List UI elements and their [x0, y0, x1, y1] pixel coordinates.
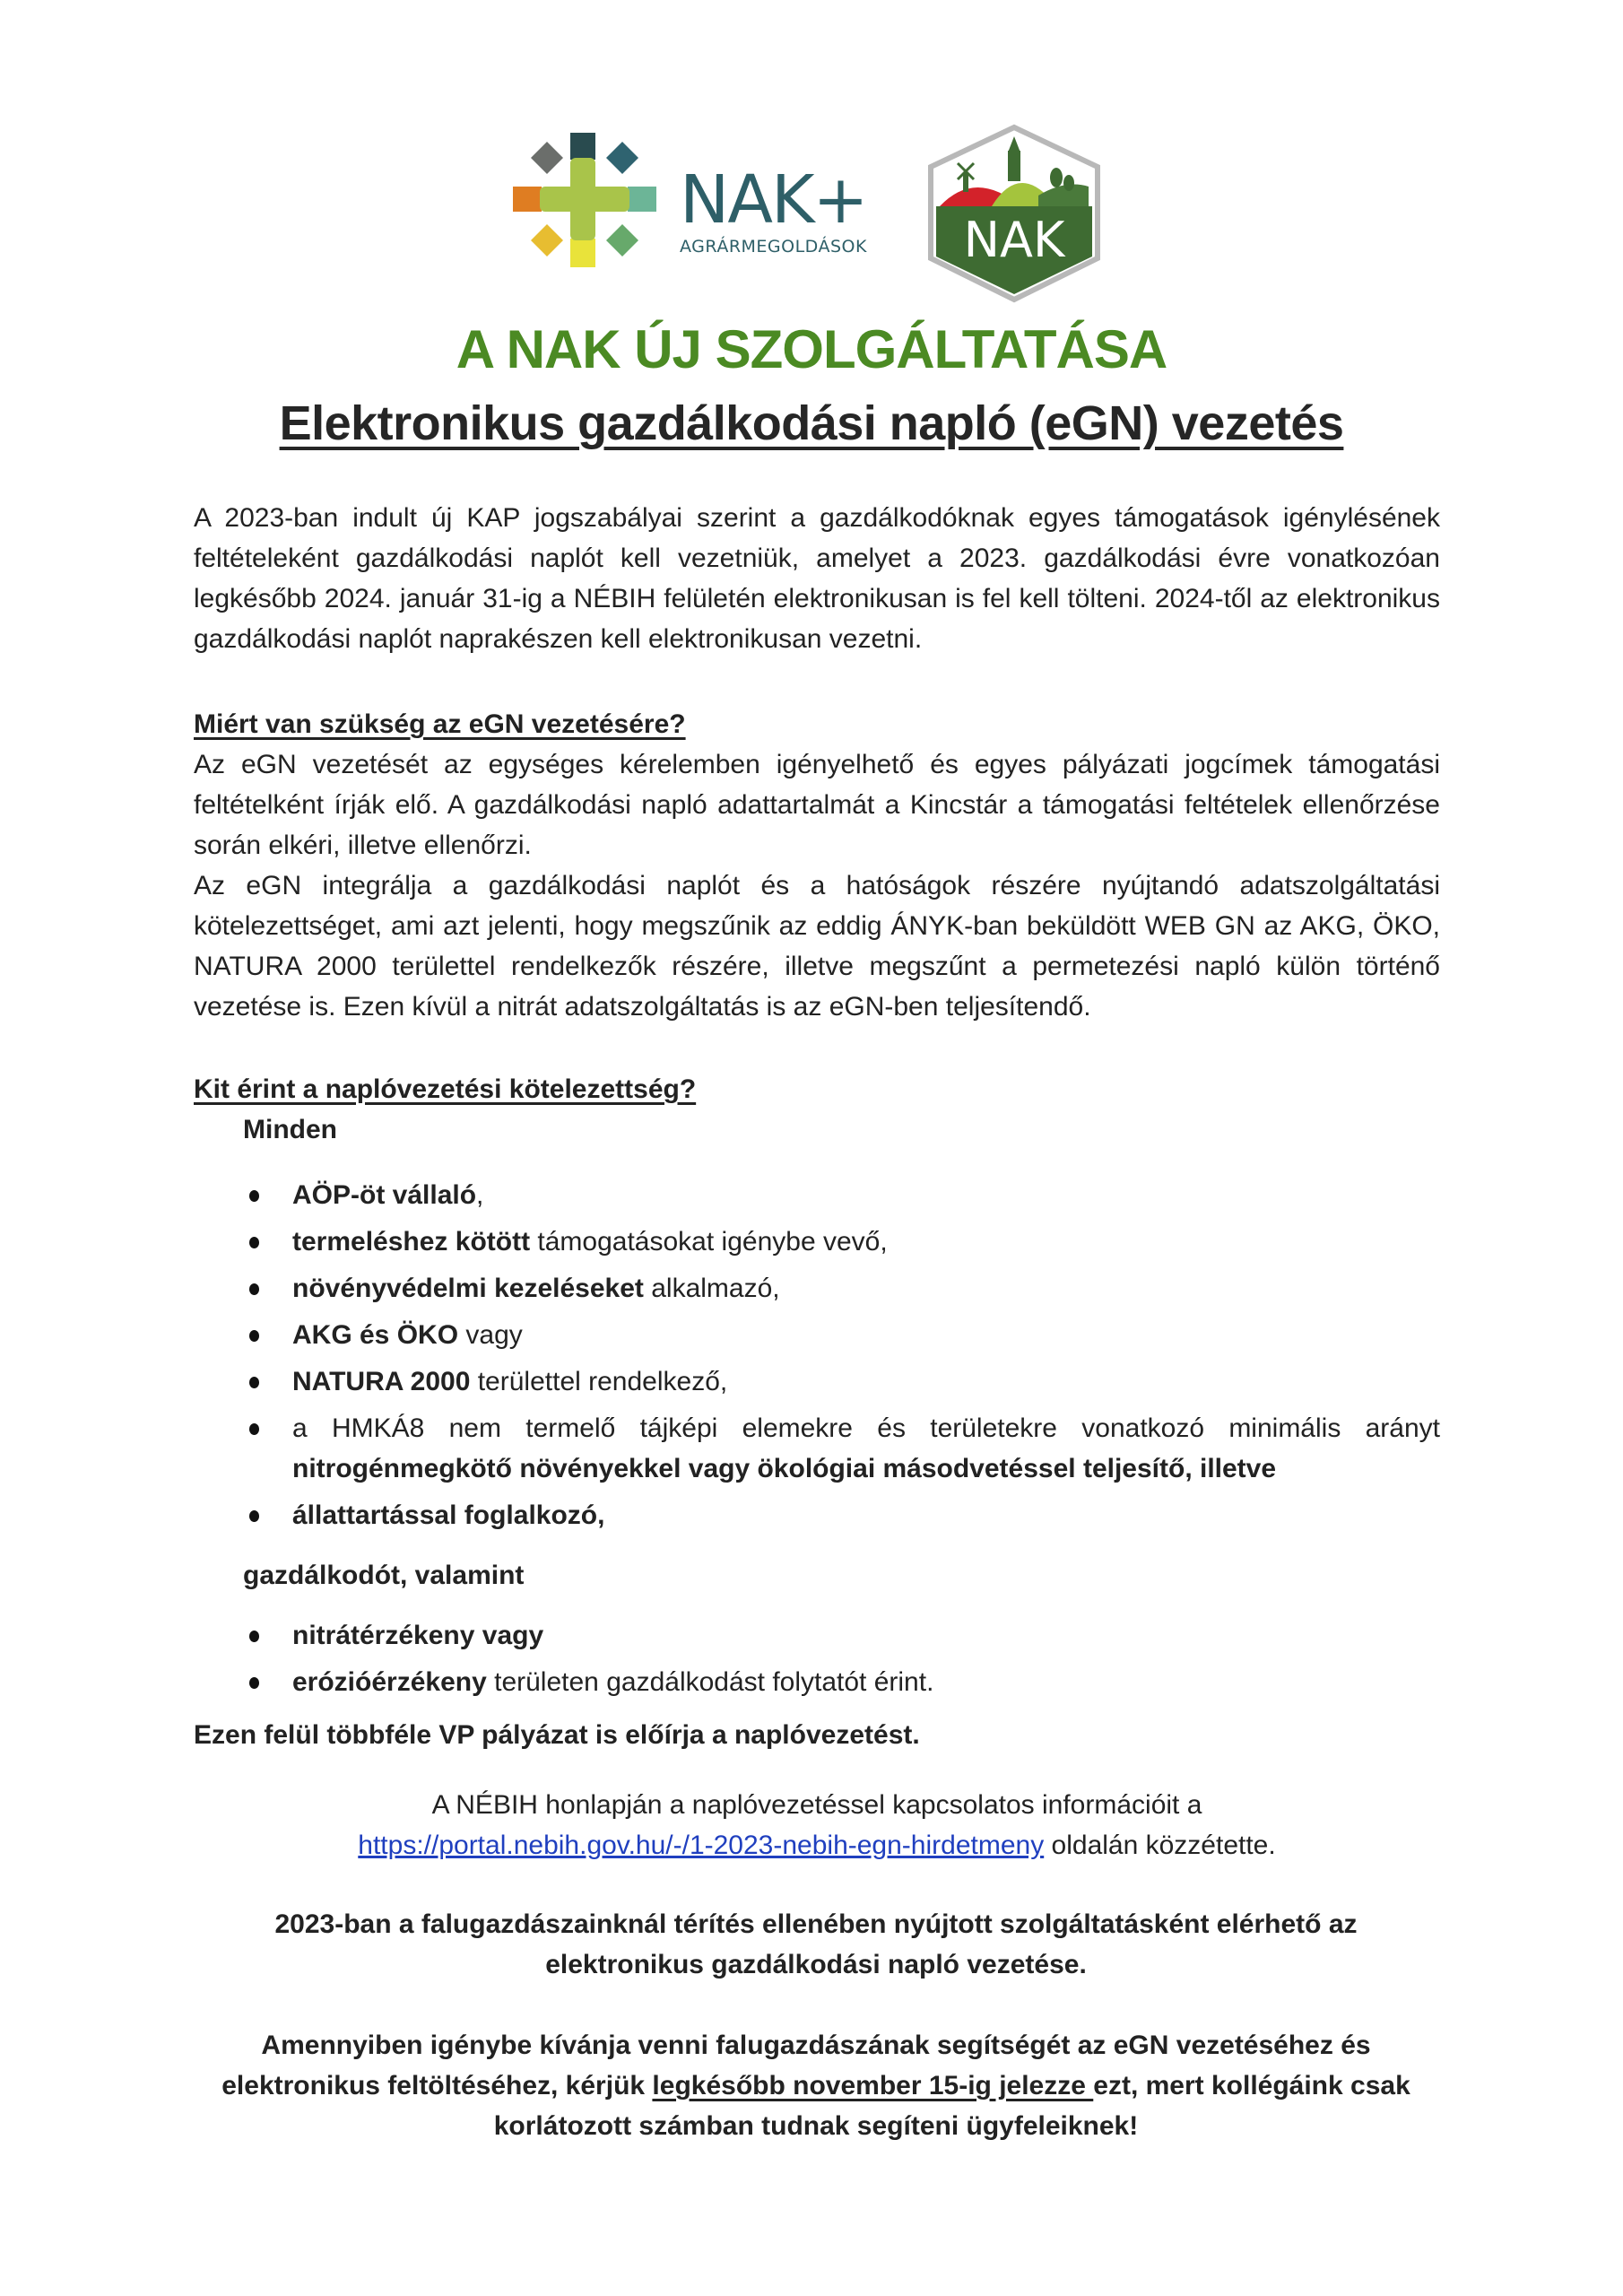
- list-item: növényvédelmi kezeléseket alkalmazó,: [194, 1268, 1440, 1309]
- cta-paragraph: Amennyiben igénybe kívánja venni falugazdászának segítségét az eGN vezetéséhez és elektronikus feltöltéséhez, kérjük legkésőbb november 15-ig jelezze ezt, mert kollégáink csak korlátozott számban tudnak segíteni ügyfeleiknek!: [221, 2031, 1410, 2141]
- nak-plus-subtitle: AGRÁRMEGOLDÁSOK: [680, 237, 867, 257]
- who-lead: Minden: [243, 1115, 337, 1144]
- who-middle: gazdálkodót, valamint: [243, 1561, 525, 1590]
- list-item: AKG és ÖKO vagy: [194, 1315, 1440, 1355]
- cta-section: [206, 2025, 1426, 2146]
- nebih-link-line: https://portal.nebih.gov.hu/-/1-2023-nebih-egn-hirdetmeny oldalán közzétette.: [358, 1831, 1276, 1860]
- list-item: a HMKÁ8 nem termelő tájképi elemekre és területekre vonatkozó minimális arányt nitrogénmegkötő növényekkel vagy ökológiai másodvetéssel teljesítő, illetve: [194, 1408, 1440, 1489]
- nebih-section: [194, 1785, 1440, 1866]
- nebih-line: A NÉBIH honlapján a naplóvezetéssel kapcsolatos információit a: [431, 1790, 1202, 1820]
- who-bullet-list: [194, 1175, 1440, 1535]
- why-section: [194, 704, 1440, 1027]
- nebih-link[interactable]: https://portal.nebih.gov.hu/-/1-2023-nebih-egn-hirdetmeny: [358, 1831, 1045, 1860]
- nak-plus-wordmark: NAK+: [680, 161, 867, 239]
- service-section: [224, 1904, 1408, 1985]
- nak-plus-cross-icon: [513, 124, 665, 276]
- list-item: állattartással foglalkozó,: [194, 1495, 1440, 1535]
- list-item: termeléshez kötött támogatásokat igénybe vevő,: [194, 1222, 1440, 1262]
- nak-landscape-badge-icon: [922, 124, 1107, 303]
- logo-header: [0, 124, 1623, 303]
- nak-plus-logo: [513, 124, 872, 285]
- list-item: AÖP-öt vállaló,: [194, 1175, 1440, 1215]
- who-bullet-list-2: [194, 1615, 1440, 1702]
- who-section: [194, 1069, 1440, 1755]
- why-paragraph-1: Az eGN vezetését az egységes kérelemben igényelhető és egyes pályázati jogcímek támogatási feltételként írják elő. A gazdálkodási napló adattartalmát a Kincstár a támogatási feltételek ellenőrzése során elkéri, illetve ellenőrzi.: [194, 750, 1440, 860]
- page-subtitle: [0, 395, 1623, 452]
- nak-logo: [922, 124, 1107, 303]
- who-heading: Kit érint a naplóvezetési kötelezettség?: [194, 1074, 697, 1104]
- list-item: nitrátérzékeny vagy: [194, 1615, 1440, 1656]
- intro-section: [194, 498, 1440, 659]
- list-item: NATURA 2000 területtel rendelkező,: [194, 1361, 1440, 1402]
- who-closing: Ezen felül többféle VP pályázat is előírja a naplóvezetést.: [194, 1720, 920, 1750]
- deadline-highlight: legkésőbb november 15-ig jelezze: [652, 2071, 1094, 2100]
- page-title: A NAK ÚJ SZOLGÁLTATÁSA: [456, 319, 1167, 379]
- intro-paragraph: A 2023-ban indult új KAP jogszabályai szerint a gazdálkodóknak egyes támogatások igénylésének feltételeként gazdálkodási naplót kell vezetniük, amelyet a 2023. gazdálkodási évre vonatkozóan legkésőbb 2024. január 31-ig a NÉBIH felületén elektronikusan is fel kell tölteni. 2024-től az elektronikus gazdálkodási naplót naprakészen kell elektronikusan vezetni.: [194, 503, 1440, 654]
- page-subtitle-text: Elektronikus gazdálkodási napló (eGN) vezetés: [279, 396, 1344, 450]
- service-paragraph: 2023-ban a falugazdászainknál térítés ellenében nyújtott szolgáltatásként elérhető az elektronikus gazdálkodási napló vezetése.: [274, 1909, 1358, 1979]
- list-item: erózióérzékeny területen gazdálkodást folytatót érint.: [194, 1662, 1440, 1702]
- why-heading: Miért van szükség az eGN vezetésére?: [194, 709, 686, 739]
- why-paragraph-2: Az eGN integrálja a gazdálkodási naplót és a hatóságok részére nyújtandó adatszolgáltatási kötelezettséget, ami azt jelenti, hogy megszűnik az eddig ÁNYK-ban beküldött WEB GN az AKG, ÖKO, NATURA 2000 területtel rendelkezők részére, illetve megszűnt a permetezési napló külön történő vezetése is. Ezen kívül a nitrát adatszolgáltatás is az eGN-ben teljesítendő.: [194, 871, 1440, 1022]
- nak-logo-text: NAK: [963, 212, 1065, 268]
